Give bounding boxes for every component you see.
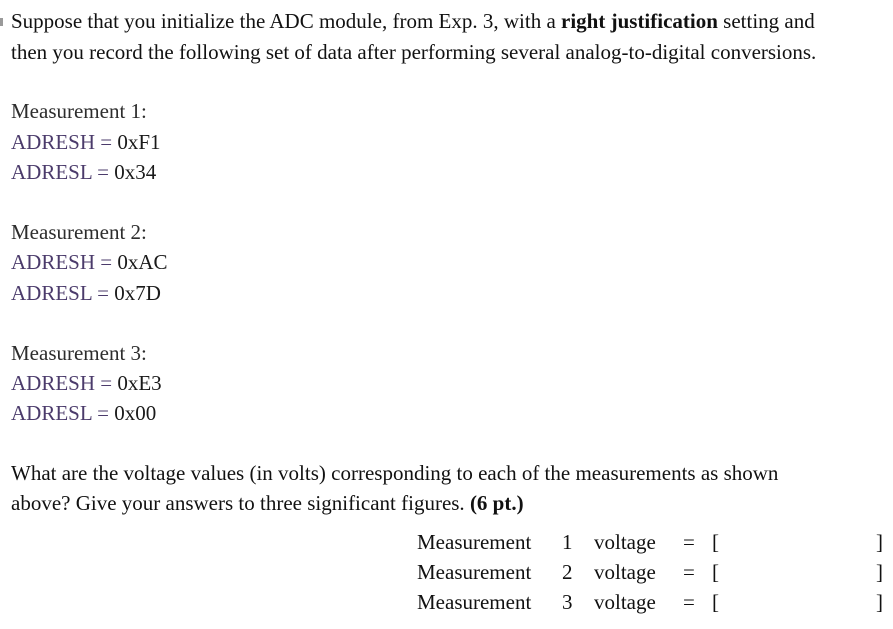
answer-blank-close-bracket[interactable]: ] — [876, 530, 883, 554]
adresl-label: ADRESL = — [11, 281, 115, 305]
answer-row-1 — [417, 530, 887, 560]
answer-measurement-word: Measurement — [417, 530, 532, 554]
measurement-3-adresh — [11, 371, 162, 395]
intro-line-2: then you record the following set of data after performing several analog-to-digital conversions. — [11, 40, 817, 64]
adresh-value: 0xAC — [117, 250, 168, 274]
question-text: above? Give your answers to three significant figures. — [11, 491, 470, 515]
answer-number: 2 — [562, 560, 573, 584]
answer-measurement-word: Measurement — [417, 590, 532, 614]
measurement-2-adresh — [11, 250, 168, 274]
answer-voltage-word: voltage — [594, 560, 656, 584]
adresh-label: ADRESH = — [11, 371, 118, 395]
answer-measurement-word: Measurement — [417, 560, 532, 584]
measurement-3-adresl — [11, 401, 156, 425]
adresh-value: 0xE3 — [117, 371, 162, 395]
measurement-2-adresl — [11, 281, 161, 305]
answer-blank-open-bracket[interactable]: [ — [712, 590, 719, 614]
equals-sign: = — [683, 530, 695, 554]
intro-bold-text: right justification — [561, 9, 718, 33]
measurement-1-adresh — [11, 130, 161, 154]
measurement-1-adresl — [11, 160, 156, 184]
answer-blank-close-bracket[interactable]: ] — [876, 590, 883, 614]
points-label: (6 pt.) — [469, 491, 524, 515]
intro-text: Suppose that you initialize the ADC module, from Exp. 3, with a — [11, 9, 562, 33]
adresh-label: ADRESH = — [11, 130, 118, 154]
adresl-value: 0x34 — [114, 160, 157, 184]
adresl-value: 0x00 — [114, 401, 157, 425]
question-line-1: What are the voltage values (in volts) corresponding to each of the measurements as shown — [11, 461, 779, 485]
adresl-label: ADRESL = — [11, 401, 115, 425]
intro-line-1 — [11, 9, 815, 33]
answer-row-3 — [417, 590, 887, 620]
adresl-label: ADRESL = — [11, 160, 115, 184]
answer-number: 1 — [562, 530, 573, 554]
question-line-2 — [11, 491, 524, 515]
measurement-1-heading: Measurement 1: — [11, 99, 147, 123]
left-margin-mark — [0, 18, 3, 26]
equals-sign: = — [683, 560, 695, 584]
answer-blank-open-bracket[interactable]: [ — [712, 560, 719, 584]
answer-blank-close-bracket[interactable]: ] — [876, 560, 883, 584]
measurement-3-heading: Measurement 3: — [11, 341, 147, 365]
answer-row-2 — [417, 560, 887, 590]
intro-text-end: setting and — [717, 9, 815, 33]
answer-voltage-word: voltage — [594, 590, 656, 614]
adresh-label: ADRESH = — [11, 250, 118, 274]
measurement-2-heading: Measurement 2: — [11, 220, 147, 244]
adresh-value: 0xF1 — [117, 130, 161, 154]
adresl-value: 0x7D — [114, 281, 161, 305]
answer-number: 3 — [562, 590, 573, 614]
equals-sign: = — [683, 590, 695, 614]
answer-blank-open-bracket[interactable]: [ — [712, 530, 719, 554]
answer-voltage-word: voltage — [594, 530, 656, 554]
